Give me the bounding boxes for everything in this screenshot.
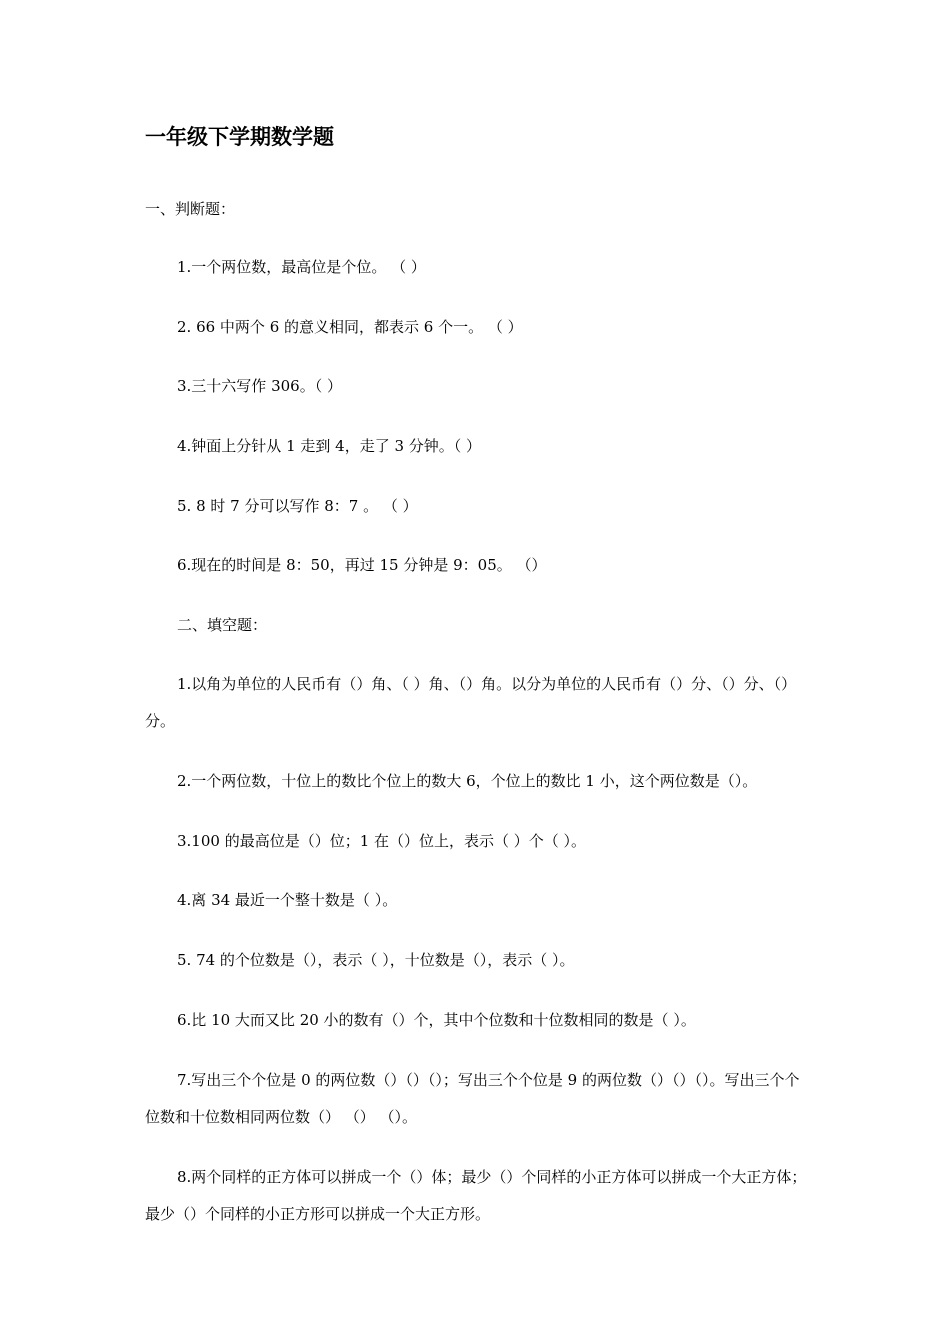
fill-in-question-5: 5. 74 的个位数是（），表示（ ），十位数是（），表示（ ）。: [177, 951, 575, 969]
fill-in-question-8: 8.两个同样的正方体可以拼成一个（）体；最少（）个同样的小正方体可以拼成一个大正方体；最少（）个同样的小正方形可以拼成一个大正方形。: [145, 1168, 807, 1223]
judgement-question-1: 1.一个两位数，最高位是个位。 （ ）: [177, 258, 426, 276]
fill-in-question-7: 7.写出三个个位是 0 的两位数（）（）（）；写出三个个位是 9 的两位数（）（）（）。写出三个个位数和十位数相同两位数（） （） （）。: [145, 1071, 800, 1126]
fill-in-question-3: 3.100 的最高位是（）位；1 在（）位上，表示（ ）个（ ）。: [177, 832, 587, 850]
judgement-question-2: 2. 66 中两个 6 的意义相同，都表示 6 个一。 （ ）: [177, 318, 523, 336]
judgement-question-6: 6.现在的时间是 8：50，再过 15 分钟是 9：05。 （）: [177, 556, 547, 574]
judgement-question-4: 4.钟面上分针从 1 走到 4，走了 3 分钟。（ ）: [177, 437, 482, 455]
section-heading-fill-in: 二、填空题：: [177, 616, 268, 634]
fill-in-question-1: 1.以角为单位的人民币有（）角、（ ）角、（）角。以分为单位的人民币有（）分、（）分、（）分。: [145, 675, 797, 730]
judgement-question-5: 5. 8 时 7 分可以写作 8：7 。 （ ）: [177, 497, 418, 515]
fill-in-question-6: 6.比 10 大而又比 20 小的数有（）个，其中个位数和十位数相同的数是（ ）。: [177, 1011, 696, 1029]
judgement-question-3: 3.三十六写作 306。（ ）: [177, 377, 342, 395]
fill-in-question-4: 4.离 34 最近一个整十数是（ ）。: [177, 891, 398, 909]
fill-in-question-2: 2.一个两位数，十位上的数比个位上的数大 6，个位上的数比 1 小，这个两位数是（）。: [177, 772, 758, 790]
document-title: 一年级下学期数学题: [145, 125, 334, 149]
section-heading-judgement: 一、判断题：: [145, 200, 236, 218]
